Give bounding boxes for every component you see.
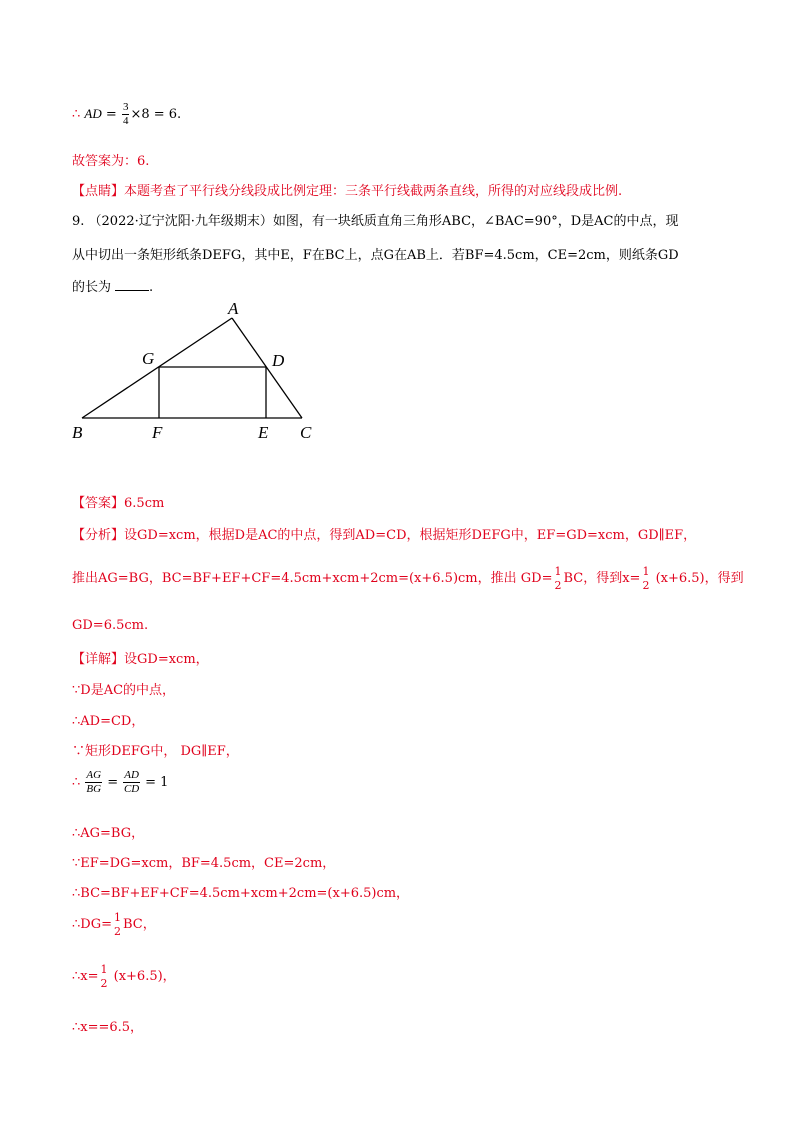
answer-statement: 故答案为：6.	[72, 154, 150, 169]
detail-line-6: ∵EF=DG=xcm，BF=4.5cm，CE=2cm，	[72, 856, 336, 871]
detail-line-10: ∴x==6.5，	[72, 1020, 144, 1035]
therefore-symbol: ∴	[72, 107, 81, 122]
half-bottom: 2	[554, 579, 562, 592]
detail-line-7: ∴BC=BF+EF+CF=4.5cm+xcm+2cm=(x+6.5)cm，	[72, 886, 410, 901]
analysis-line-1	[72, 524, 696, 543]
fraction-numerator: 3	[122, 101, 129, 113]
detail-line-2: ∴AD=CD，	[72, 714, 145, 729]
analysis-line-3: GD=6.5cm.	[72, 618, 149, 633]
label-c: C	[300, 423, 312, 442]
analysis-text-2b: BC，得到	[563, 571, 623, 586]
fraction-ag: AG	[86, 769, 102, 781]
label-b: B	[72, 423, 83, 442]
label-e: E	[258, 423, 269, 442]
detail-tag: 【详解】	[72, 652, 125, 667]
label-d: D	[272, 351, 285, 370]
ratio-eq-2: = 1	[140, 775, 169, 790]
fraction-ad-cd	[123, 770, 140, 795]
comment-tag: 【点睛】	[72, 184, 125, 199]
analysis-text-2c: x=	[622, 571, 641, 586]
label-g: G	[142, 349, 155, 368]
fraction-3-4	[122, 102, 130, 127]
detail-ratio	[72, 770, 168, 795]
comment-text: 本题考查了平行线分线段成比例定理：三条平行线截两条直线，所得的对应线段成比例.	[124, 184, 623, 199]
label-a: A	[228, 299, 239, 318]
half-top-2: 1	[642, 565, 650, 578]
half-bottom-2: 2	[642, 579, 650, 592]
detail-text-8b: BC，	[122, 917, 156, 932]
half-bottom-4: 2	[100, 977, 108, 990]
ratio-therefore: ∴	[72, 775, 81, 790]
detail-text-8a: ∴DG=	[72, 917, 112, 932]
analysis-line-2	[72, 566, 744, 591]
half-fraction-2	[642, 566, 649, 591]
triangle-figure	[60, 290, 340, 450]
calc-end: .	[177, 107, 182, 122]
half-top: 1	[554, 565, 562, 578]
detail-line-5: ∴AG=BG，	[72, 826, 145, 841]
calc-ad	[72, 102, 181, 127]
question-line-2: 从中切出一条矩形纸条DEFG，其中E，F在BC上，点G在AB上．若BF=4.5cm，CE=2cm，则纸条GD	[72, 248, 679, 263]
half-fraction	[554, 566, 561, 591]
segment-ba	[82, 318, 232, 418]
detail-line-1: ∵D是AC的中点，	[72, 683, 176, 698]
question-line-3-text: 的长为	[72, 280, 112, 295]
detail-text-9b: (x+6.5)，	[109, 969, 176, 984]
analysis-tag: 【分析】	[72, 528, 125, 543]
detail-line-0	[72, 648, 209, 667]
calc-eq: =	[101, 107, 121, 122]
question-line-1: 9. （2022·辽宁沈阳·九年级期末）如图，有一块纸质直角三角形ABC，∠BAC=90°，D是AC的中点，现	[72, 214, 679, 229]
fraction-bg: BG	[86, 783, 102, 795]
answer-value: 6.5cm	[124, 496, 165, 511]
fraction-ag-bg	[85, 770, 102, 795]
fraction-cd: CD	[123, 783, 140, 795]
detail-line-8	[72, 912, 156, 937]
detail-text-0: 设GD=xcm，	[124, 652, 209, 667]
half-fraction-4	[101, 964, 108, 989]
calc-rest: ×8 = 6	[130, 107, 178, 122]
analysis-text-2a: 推出AG=BG，BC=BF+EF+CF=4.5cm+xcm+2cm=(x+6.5)cm，推出 GD=	[72, 571, 553, 586]
answer-tag: 【答案】	[72, 496, 125, 511]
fraction-denominator: 4	[122, 115, 129, 127]
label-f: F	[152, 423, 163, 442]
half-fraction-3	[114, 912, 121, 937]
detail-line-9	[72, 964, 176, 989]
answer-line	[72, 492, 164, 511]
calc-lhs: AD	[84, 106, 102, 121]
detail-text-9a: ∴x=	[72, 969, 99, 984]
ratio-eq-1: =	[103, 775, 123, 790]
comment-line	[72, 180, 622, 199]
segment-ac	[232, 318, 302, 418]
detail-line-3: ∵矩形DEFG中， DG∥EF，	[72, 744, 239, 759]
fraction-ad: AD	[124, 769, 139, 781]
analysis-text-1: 设GD=xcm，根据D是AC的中点，得到AD=CD，根据矩形DEFG中，EF=GD=xcm，GD∥EF，	[124, 528, 697, 543]
question-line-3-end: .	[149, 280, 154, 295]
half-bottom-3: 2	[113, 925, 121, 938]
half-top-4: 1	[100, 963, 108, 976]
half-top-3: 1	[113, 911, 121, 924]
analysis-text-2d: (x+6.5)，得到	[651, 571, 744, 586]
